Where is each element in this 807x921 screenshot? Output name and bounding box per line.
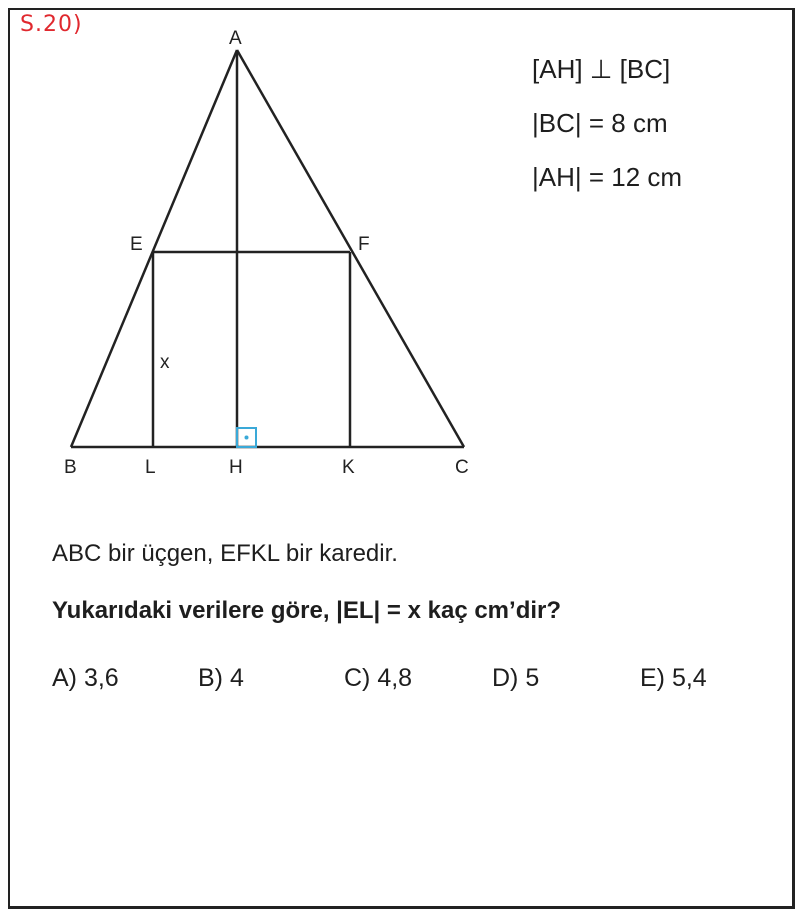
problem-statement: ABC bir üçgen, EFKL bir karedir. (52, 540, 398, 567)
label-x: x (160, 352, 170, 373)
label-f: F (358, 234, 370, 255)
option-a[interactable]: A) 3,6 (52, 664, 119, 692)
right-angle-dot (245, 436, 249, 440)
label-h: H (229, 457, 243, 478)
label-c: C (455, 457, 469, 478)
given-ah-length: |AH| = 12 cm (532, 162, 683, 192)
label-l: L (145, 457, 156, 478)
question-text: Yukarıdaki verilere göre, |EL| = x kaç cm’dir? (52, 597, 562, 624)
option-d[interactable]: D) 5 (492, 664, 540, 692)
option-c[interactable]: C) 4,8 (344, 664, 413, 692)
option-b[interactable]: B) 4 (198, 664, 244, 692)
label-b: B (64, 457, 77, 478)
given-bc-length: |BC| = 8 cm (532, 108, 668, 138)
label-k: K (342, 457, 355, 478)
option-e[interactable]: E) 5,4 (640, 664, 707, 692)
question-number: S.20) (20, 12, 83, 37)
given-perpendicular: [AH] ⊥ [BC] (532, 54, 671, 84)
label-a: A (229, 28, 242, 49)
label-e: E (130, 234, 143, 255)
